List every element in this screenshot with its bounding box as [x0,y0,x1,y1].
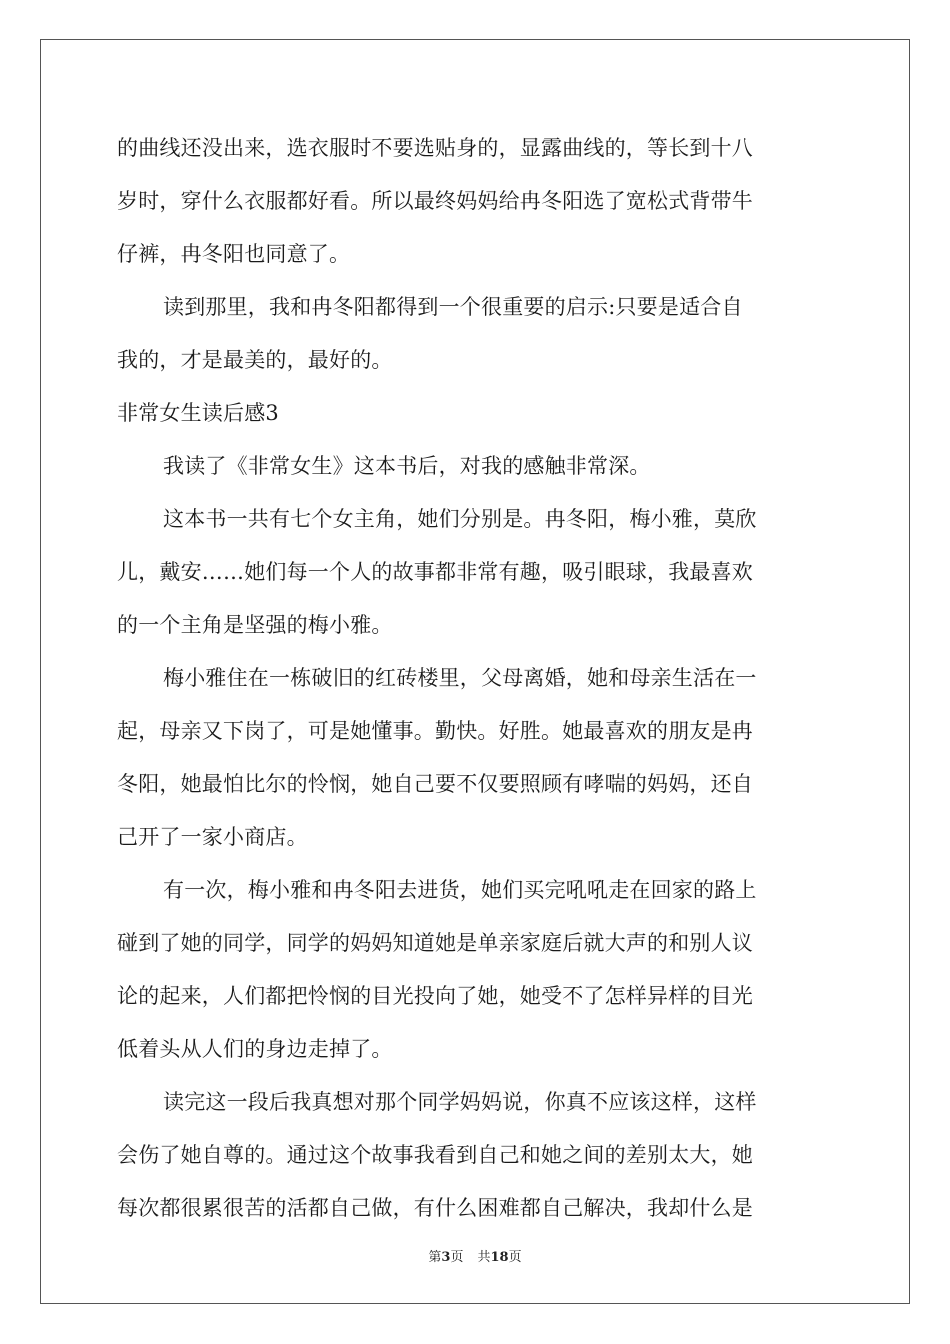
text-line: 这本书一共有七个女主角，她们分别是。冉冬阳，梅小雅，莫欣 [163,507,757,531]
text-line: 的一个主角是坚强的梅小雅。 [117,613,393,637]
text-line: 起，母亲又下岗了，可是她懂事。勤快。好胜。她最喜欢的朋友是冉 [117,719,753,743]
total-suffix: 页 [508,1250,522,1265]
total-prefix: 共 [477,1250,491,1265]
text-line: 读完这一段后我真想对那个同学妈妈说，你真不应该这样，这样 [163,1090,757,1114]
text-line: 读到那里，我和冉冬阳都得到一个很重要的启示:只要是适合自 [163,295,743,319]
page-suffix: 页 [450,1250,464,1265]
text-line: 岁时，穿什么衣服都好看。所以最终妈妈给冉冬阳选了宽松式背带牛 [117,189,753,213]
page-footer [0,1246,950,1265]
text-line: 低着头从人们的身边走掉了。 [117,1037,393,1061]
text-line: 有一次，梅小雅和冉冬阳去进货，她们买完吼吼走在回家的路上 [163,878,757,902]
text-line: 儿，戴安……她们每一个人的故事都非常有趣，吸引眼球，我最喜欢 [117,560,753,584]
text-line: 我的，才是最美的，最好的。 [117,348,393,372]
text-line: 梅小雅住在一栋破旧的红砖楼里，父母离婚，她和母亲生活在一 [163,666,757,690]
page-total: 18 [490,1250,509,1265]
text-line: 冬阳，她最怕比尔的怜悯，她自己要不仅要照顾有哮喘的妈妈，还自 [117,772,753,796]
text-line: 论的起来，人们都把怜悯的目光投向了她，她受不了怎样异样的目光 [117,984,753,1008]
text-line: 会伤了她自尊的。通过这个故事我看到自己和她之间的差别太大，她 [117,1143,753,1167]
section-heading: 非常女生读后感3 [117,401,279,425]
document-body [117,128,835,1241]
text-line: 己开了一家小商店。 [117,825,308,849]
text-line: 每次都很累很苦的活都自己做，有什么困难都自己解决，我却什么是 [117,1196,753,1220]
text-line: 我读了《非常女生》这本书后，对我的感触非常深。 [163,454,651,478]
page-current: 3 [441,1250,451,1265]
text-line: 碰到了她的同学，同学的妈妈知道她是单亲家庭后就大声的和别人议 [117,931,753,955]
page-prefix: 第 [428,1250,442,1265]
text-line: 仔裤，冉冬阳也同意了。 [117,242,351,266]
text-line: 的曲线还没出来，选衣服时不要选贴身的，显露曲线的，等长到十八 [117,136,753,160]
